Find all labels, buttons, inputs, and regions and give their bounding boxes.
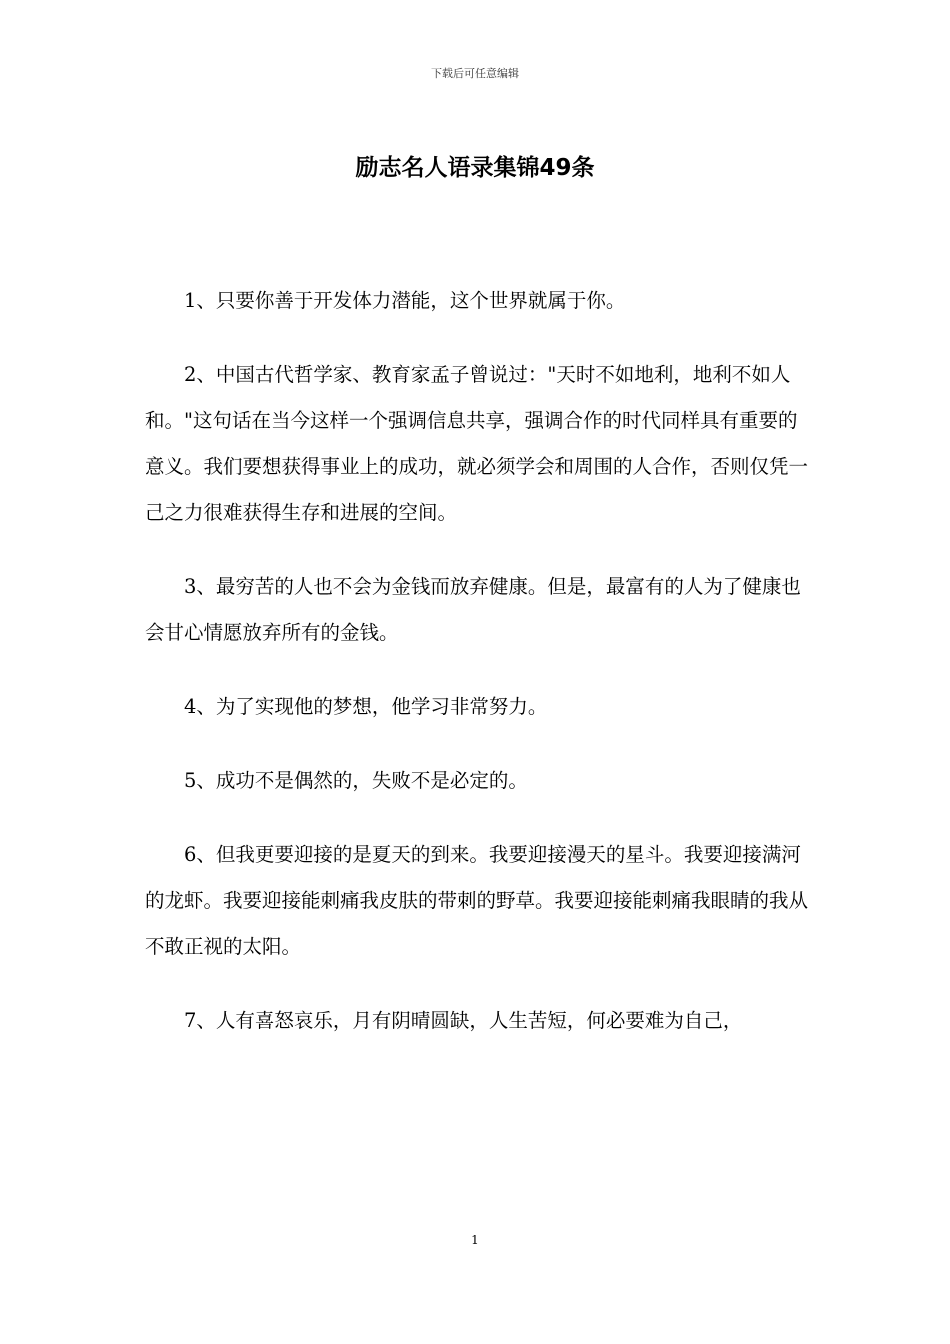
paragraph-2: 2、中国古代哲学家、教育家孟子曾说过："天时不如地利，地利不如人和。"这句话在当今这样一个强调信息共享，强调合作的时代同样具有重要的意义。我们要想获得事业上的成功，就必须学会和周围的人合作，否则仅凭一己之力很难获得生存和进展的空间。 [145,363,809,524]
paragraph-6: 6、但我更要迎接的是夏天的到来。我要迎接漫天的星斗。我要迎接满河的龙虾。我要迎接能刺痛我皮肤的带刺的野草。我要迎接能刺痛我眼睛的我从不敢正视的太阳。 [145,843,809,958]
paragraph-4: 4、为了实现他的梦想，他学习非常努力。 [184,695,548,718]
document-title: 励志名人语录集锦49条 [355,155,595,181]
header-note: 下载后可任意编辑 [431,67,519,80]
document-body [145,278,810,1072]
paragraph-1: 1、只要你善于开发体力潜能，这个世界就属于你。 [184,289,626,312]
paragraph-3: 3、最穷苦的人也不会为金钱而放弃健康。但是，最富有的人为了健康也会甘心情愿放弃所有的金钱。 [145,575,801,644]
page-number: 1 [471,1233,479,1247]
paragraph-5: 5、成功不是偶然的，失败不是必定的。 [184,769,528,792]
paragraph-7: 7、人有喜怒哀乐，月有阴晴圆缺，人生苦短，何必要难为自己， [184,1009,743,1032]
